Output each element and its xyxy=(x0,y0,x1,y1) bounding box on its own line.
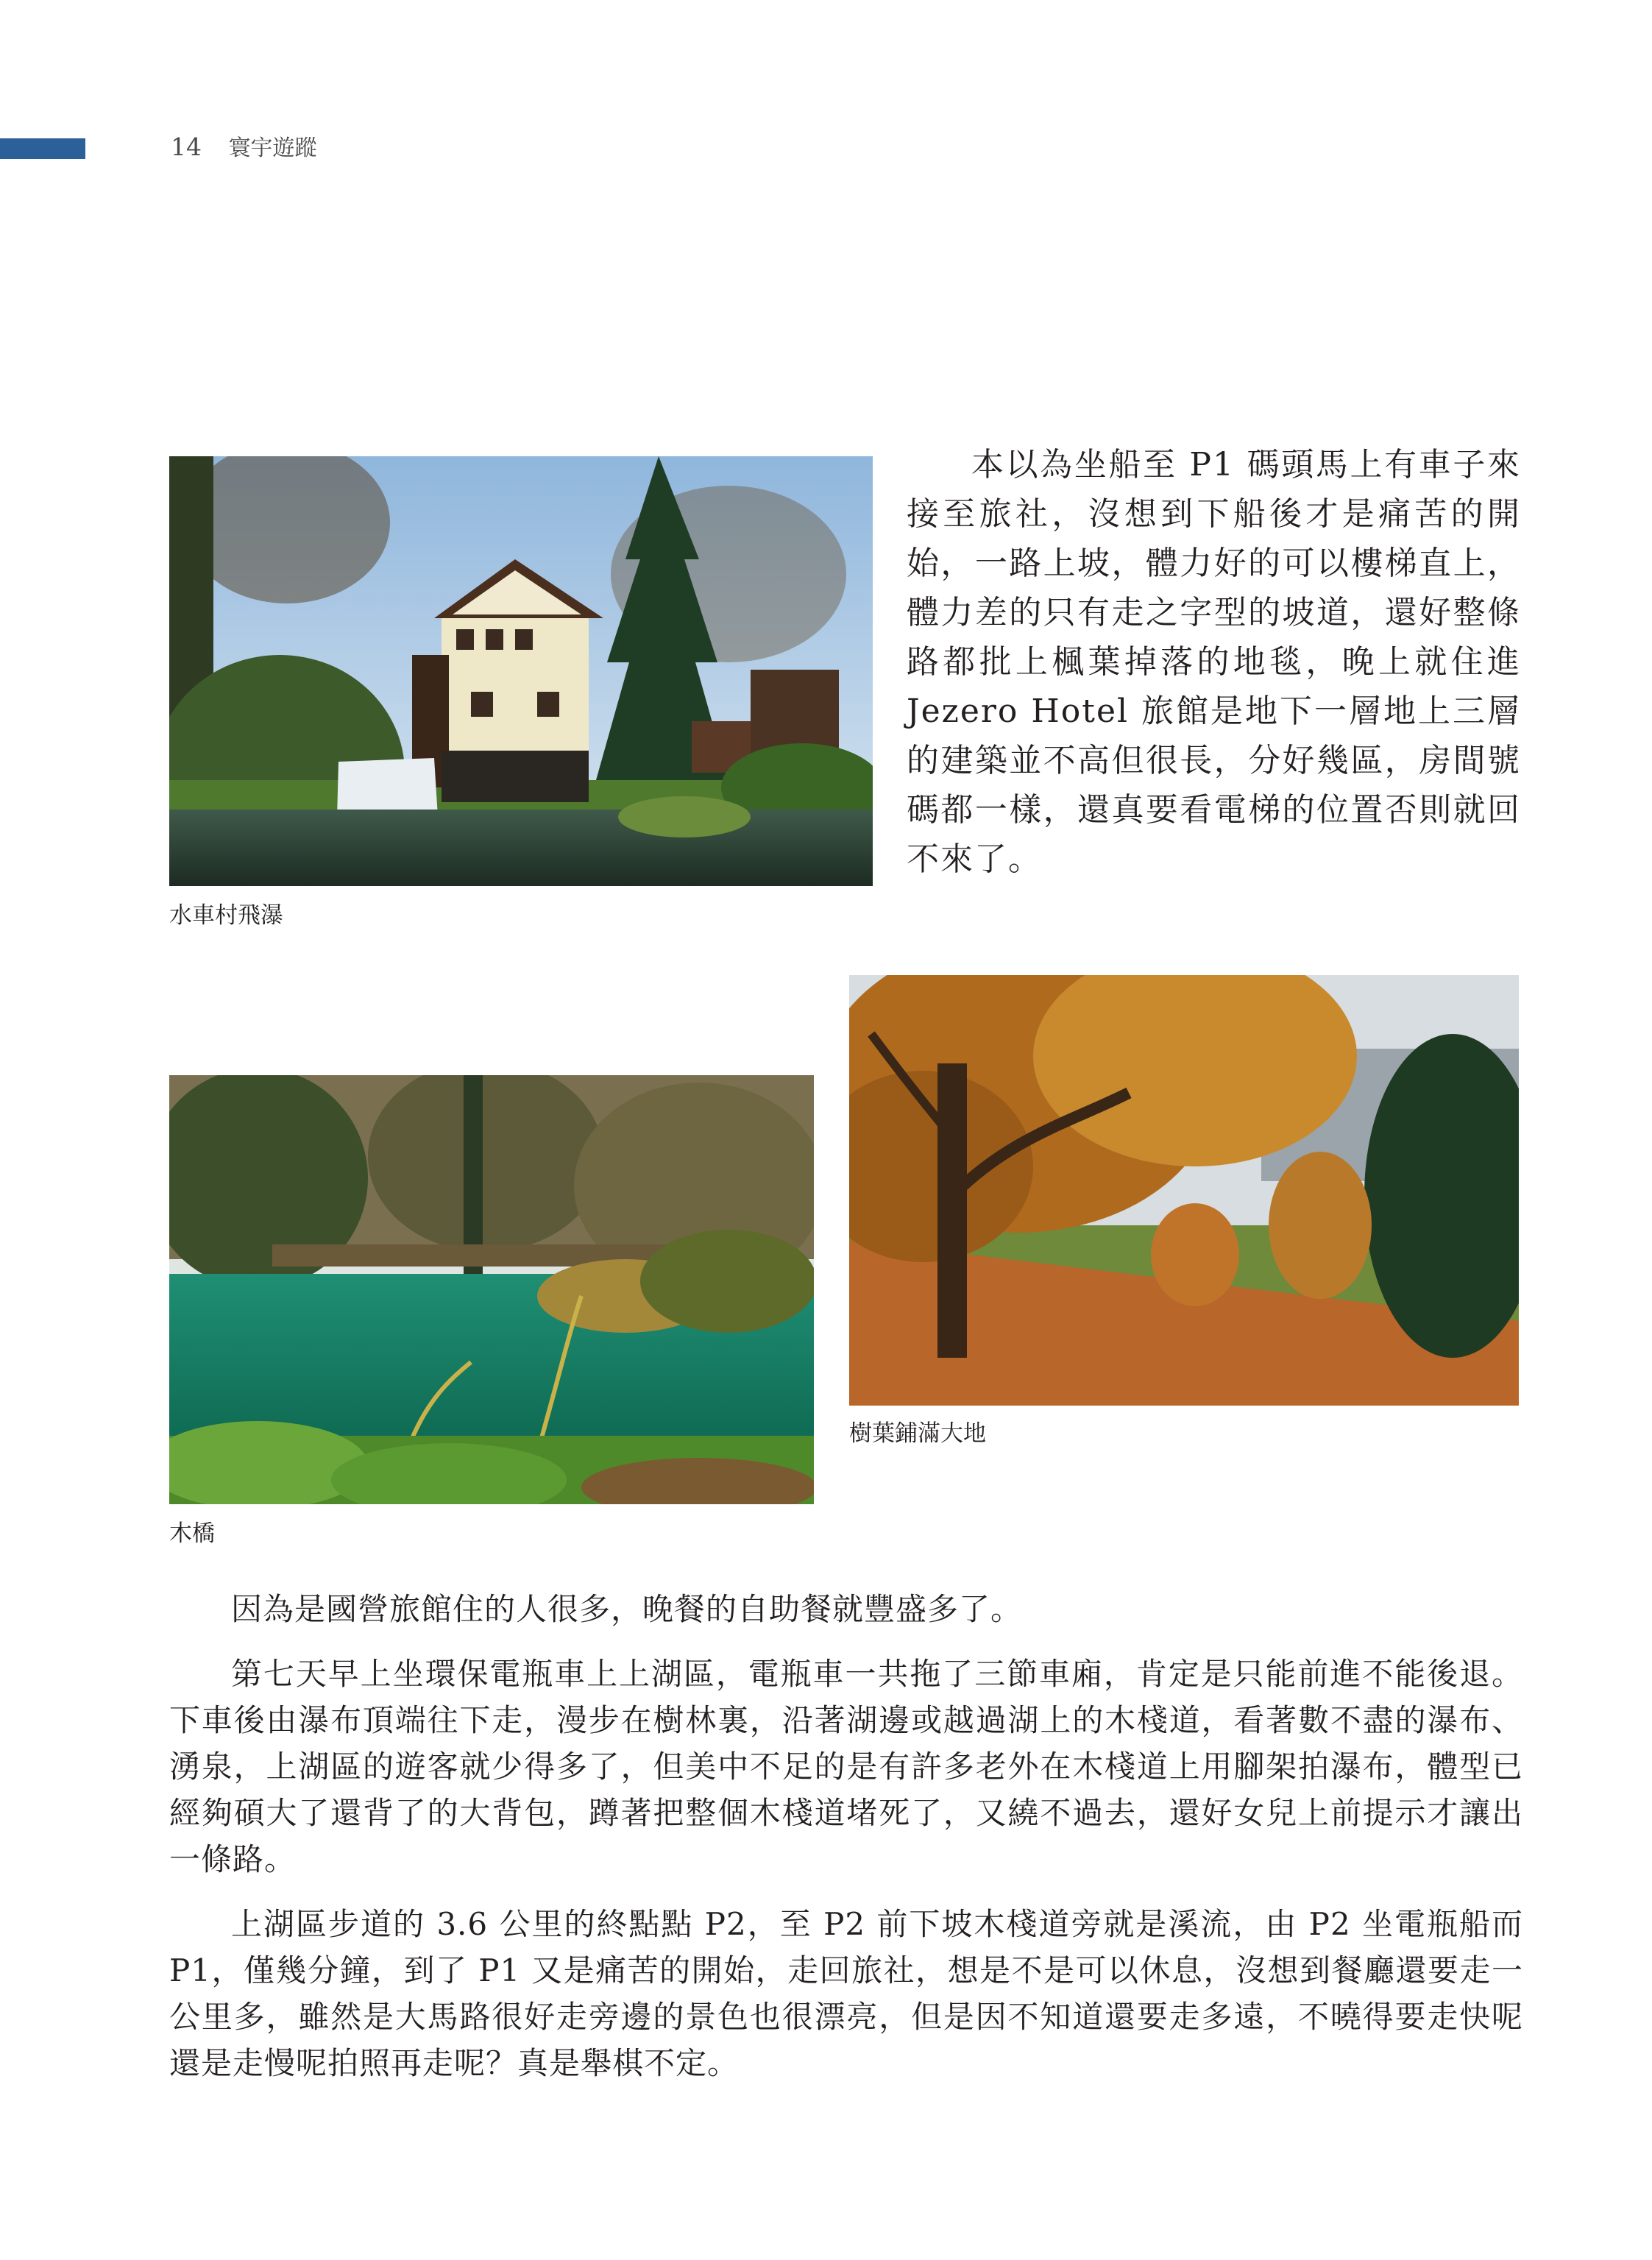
book-title: 寰宇遊蹤 xyxy=(228,135,317,161)
side-paragraph: 本以為坐船至 P1 碼頭馬上有車子來接至旅社，沒想到下船後才是痛苦的開始，一路上坡，體力好的可以樓梯直上，體力差的只有走之字型的坡道，還好整條路都批上楓葉掉落的地毯，晚上就住進 Jezero Hotel 旅館是地下一層地上三層的建築並不高但很長，分好幾區，房間號碼都一樣，還真要看電梯的位置否則就回不來了。 xyxy=(907,446,1521,878)
photo-caption-autumn: 樹葉鋪滿大地 xyxy=(849,1420,986,1447)
watermill-village-photo xyxy=(169,456,873,886)
header-accent-bar xyxy=(0,138,85,159)
body-text xyxy=(169,1586,1523,2105)
body-paragraph-2: 第七天早上坐環保電瓶車上上湖區，電瓶車一共拖了三節車廂，肯定是只能前進不能後退。下車後由瀑布頂端往下走，漫步在樹林裏，沿著湖邊或越過湖上的木棧道，看著數不盡的瀑布、湧泉，上湖區的遊客就少得多了，但美中不足的是有許多老外在木棧道上用腳架拍瀑布，體型已經夠碩大了還背了的大背包，蹲著把整個木棧道堵死了，又繞不過去，還好女兒上前提示才讓出一條路。 xyxy=(169,1656,1523,1877)
page-number: 14 xyxy=(171,132,202,161)
body-paragraph-1: 因為是國營旅館住的人很多，晚餐的自助餐就豐盛多了。 xyxy=(231,1591,1023,1627)
running-header xyxy=(171,130,317,162)
photo-caption-watermill: 水車村飛瀑 xyxy=(169,902,283,929)
wooden-bridge-photo xyxy=(169,1075,814,1504)
body-paragraph-3: 上湖區步道的 3.6 公里的終點點 P2，至 P2 前下坡木棧道旁就是溪流，由 P2 坐電瓶船而 P1，僅幾分鐘，到了 P1 又是痛苦的開始，走回旅社，想是不是可以休息，沒想到餐廳還要走一公里多，雖然是大馬路很好走旁邊的景色也很漂亮，但是因不知道還要走多遠，不曉得要走快呢還是走慢呢拍照再走呢？真是舉棋不定。 xyxy=(169,1906,1523,2081)
photo-caption-bridge: 木橋 xyxy=(169,1520,215,1547)
autumn-leaves-photo xyxy=(849,975,1519,1406)
